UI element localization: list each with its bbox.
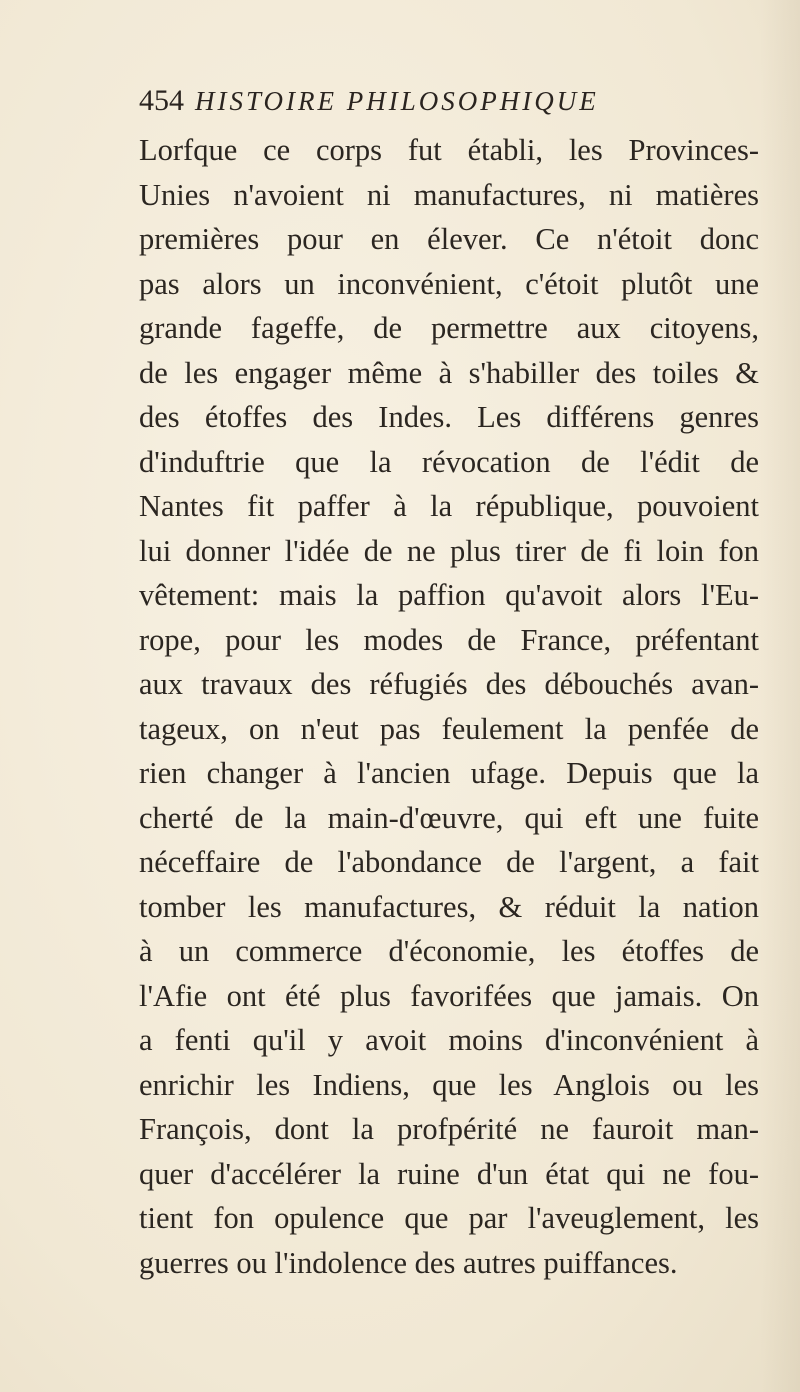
text-line: vêtement: mais la paffion qu'avoit alors l'Eu- [139,578,759,612]
text-line: de les engager même à s'habiller des toiles & [139,355,759,390]
text-line: Lorfque ce corps fut établi, les Provinces- [139,133,759,167]
text-line: d'induftrie que la révocation de l'édit de [139,444,759,479]
text-line: premières pour en élever. Ce n'étoit donc [139,222,759,256]
page-number: 454 [139,84,184,117]
text-line: tageux, on n'eut pas feulement la penfée de [139,711,759,746]
text-line: tomber les manufactures, & réduit la nation [139,889,759,924]
page-header [139,84,719,124]
text-line: Unies n'avoient ni manufactures, ni matières [139,177,759,212]
page-edge-shadow [760,0,800,1392]
text-line: François, dont la profpérité ne fauroit man- [139,1112,759,1146]
text-line: cherté de la main-d'œuvre, qui eft une fuite [139,800,759,835]
text-line: rope, pour les modes de France, préfentant [139,622,759,657]
text-line: pas alors un inconvénient, c'étoit plutôt une [139,266,759,301]
body-text [139,128,759,1285]
text-line: grande fageffe, de permettre aux citoyens, [139,311,759,345]
text-line: l'Afie ont été plus favorifées que jamais. On [139,978,759,1013]
text-line: guerres ou l'indolence des autres puiffances. [139,1245,678,1280]
text-line: des étoffes des Indes. Les différens genres [139,400,759,434]
text-line: tient fon opulence que par l'aveuglement, les [139,1201,759,1235]
text-line: enrichir les Indiens, que les Anglois ou les [139,1067,759,1102]
text-line: aux travaux des réfugiés des débouchés avan- [139,667,759,701]
text-line: a fenti qu'il y avoit moins d'inconvénient à [139,1023,759,1057]
text-line: Nantes fit paffer à la république, pouvoient [139,489,759,523]
text-line: rien changer à l'ancien ufage. Depuis que la [139,756,759,790]
running-title: HISTOIRE PHILOSOPHIQUE [195,86,599,116]
text-line: à un commerce d'économie, les étoffes de [139,934,759,968]
text-line: quer d'accélérer la ruine d'un état qui ne fou- [139,1156,759,1191]
text-line: néceffaire de l'abondance de l'argent, a fait [139,845,759,879]
text-line: lui donner l'idée de ne plus tirer de fi loin fon [139,533,759,568]
